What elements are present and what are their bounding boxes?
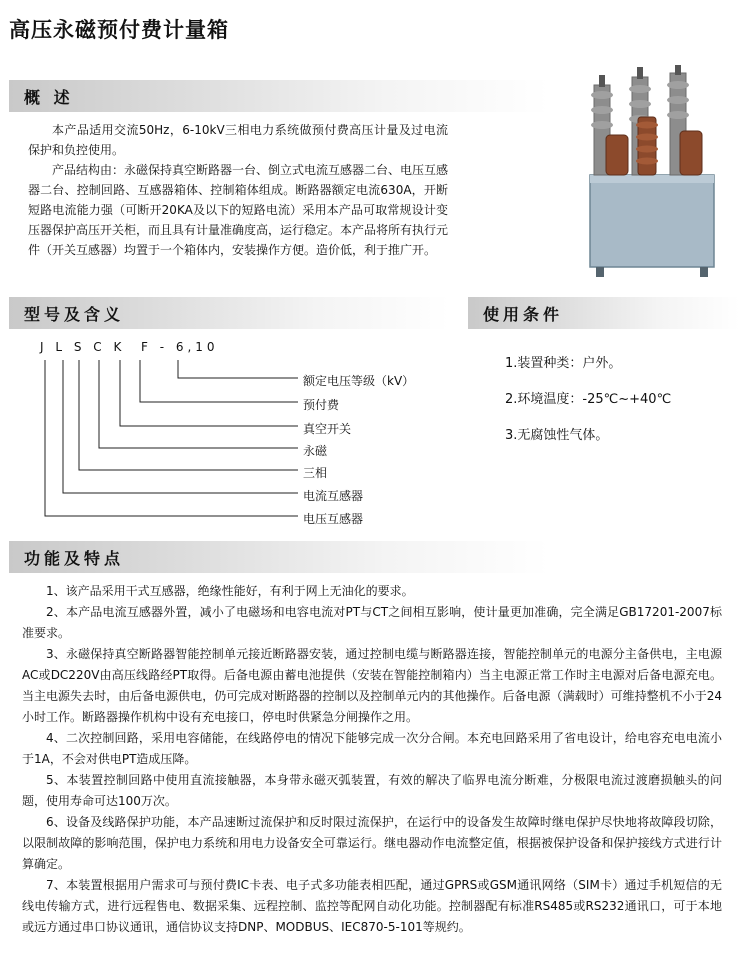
section-bar-overview — [9, 80, 549, 112]
overview-paragraph-2: 产品结构由：永磁保持真空断路器一台、倒立式电流互感器二台、电压互感器二台、控制回路、互感器箱体、控制箱体组成。断路器额定电流630A，开断短路电流能力强（可断开20KA及以下的短路电流）采用本产品可取常规设计变压器保护高压开关柜，而且具有计量准确度高，运行稳定。本产品将所有执行元件（开关互感器）均置于一个箱体内，安装操作方便。造价低，利于推广开。 — [28, 163, 449, 257]
model-meaning-three-phase: 三相 — [303, 466, 328, 480]
section-title-conditions: 使用条件 — [483, 305, 564, 324]
page-title: 高压永磁预付费计量箱 — [9, 18, 229, 42]
model-meaning-prepaid: 预付费 — [303, 398, 340, 412]
feature-item-3: 3、永磁保持真空断路器智能控制单元接近断路器安装，通过控制电缆与断路器连接，智能控制单元的电源分主备供电，主电源AC或DC220V由高压线路经PT取得。后备电源由蓄电池提供（安装在智能控制箱内）当主电源正常工作时主电源对后备电源充电。当主电源失去时，由后备电源供电，仍可完成对断路器的控制以及控制单元内的其他操作。后备电源（满载时）可维持整机不小于24小时工作。断路器操作机构中设有充电接口，停电时供紧急分闸操作之用。 — [22, 647, 722, 724]
model-code: J L S C K F - 6,10 — [40, 340, 219, 354]
condition-item-3: 3.无腐蚀性气体。 — [505, 428, 609, 443]
condition-item-1: 1.装置种类：户外。 — [505, 356, 622, 371]
overview-text — [28, 120, 448, 260]
product-image — [576, 65, 724, 283]
feature-item-7: 7、本装置根据用户需求可与预付费IC卡表、电子式多功能表相匹配，通过GPRS或GSM通讯网络（SIM卡）通过手机短信的无线电传输方式，进行远程售电、数据采集、远程控制、监控等配网自动化功能。控制器配有标准RS485或RS232通讯口，可于本地或远方通过串口协议通讯，通信协议支持DNP、MODBUS、IEC870-5-101等规约。 — [22, 878, 722, 934]
features-list — [22, 581, 722, 938]
model-meaning-vacuum-switch: 真空开关 — [303, 422, 352, 436]
feature-item-2: 2、本产品电流互感器外置，减小了电磁场和电容电流对PT与CT之间相互影响，使计量更加准确，完全满足GB17201-2007标准要求。 — [22, 605, 722, 640]
section-bar-conditions — [468, 297, 740, 329]
model-meaning-current-transformer: 电流互感器 — [303, 489, 364, 503]
overview-paragraph-1: 本产品适用交流50Hz，6-10kV三相电力系统做预付费高压计量及过电流保护和负控使用。 — [28, 123, 448, 157]
section-title-features: 功能及特点 — [24, 549, 125, 568]
feature-item-1: 1、该产品采用干式互感器，绝缘性能好，有利于网上无油化的要求。 — [46, 584, 414, 598]
section-title-model: 型号及含义 — [24, 305, 125, 324]
section-bar-model — [9, 297, 449, 329]
section-bar-features — [9, 541, 549, 573]
model-meaning-voltage-transformer: 电压互感器 — [303, 512, 364, 526]
model-meaning-permanent-magnet: 永磁 — [303, 444, 328, 458]
model-meaning-rated-voltage: 额定电压等级（kV） — [303, 374, 415, 388]
condition-item-2: 2.环境温度：-25℃~+40℃ — [505, 392, 672, 407]
section-title-overview: 概 述 — [24, 88, 74, 107]
feature-item-5: 5、本装置控制回路中使用直流接触器，本身带永磁灭弧装置，有效的解决了临界电流分断难，分极限电流过渡磨损触头的问题，使用寿命可达100万次。 — [22, 773, 722, 808]
feature-item-4: 4、二次控制回路，采用电容储能，在线路停电的情况下能够完成一次分合闸。本充电回路采用了省电设计，给电容充电电流小于1A，不会对供电PT造成压降。 — [22, 731, 722, 766]
feature-item-6: 6、设备及线路保护功能，本产品速断过流保护和反时限过流保护，在运行中的设备发生故障时继电保护尽快地将故障段切除，以限制故障的影响范围，保护电力系统和用电力设备安全可靠运行。继电器动作电流整定值，根据被保护设备和保护接线方式进行计算确定。 — [22, 815, 722, 871]
